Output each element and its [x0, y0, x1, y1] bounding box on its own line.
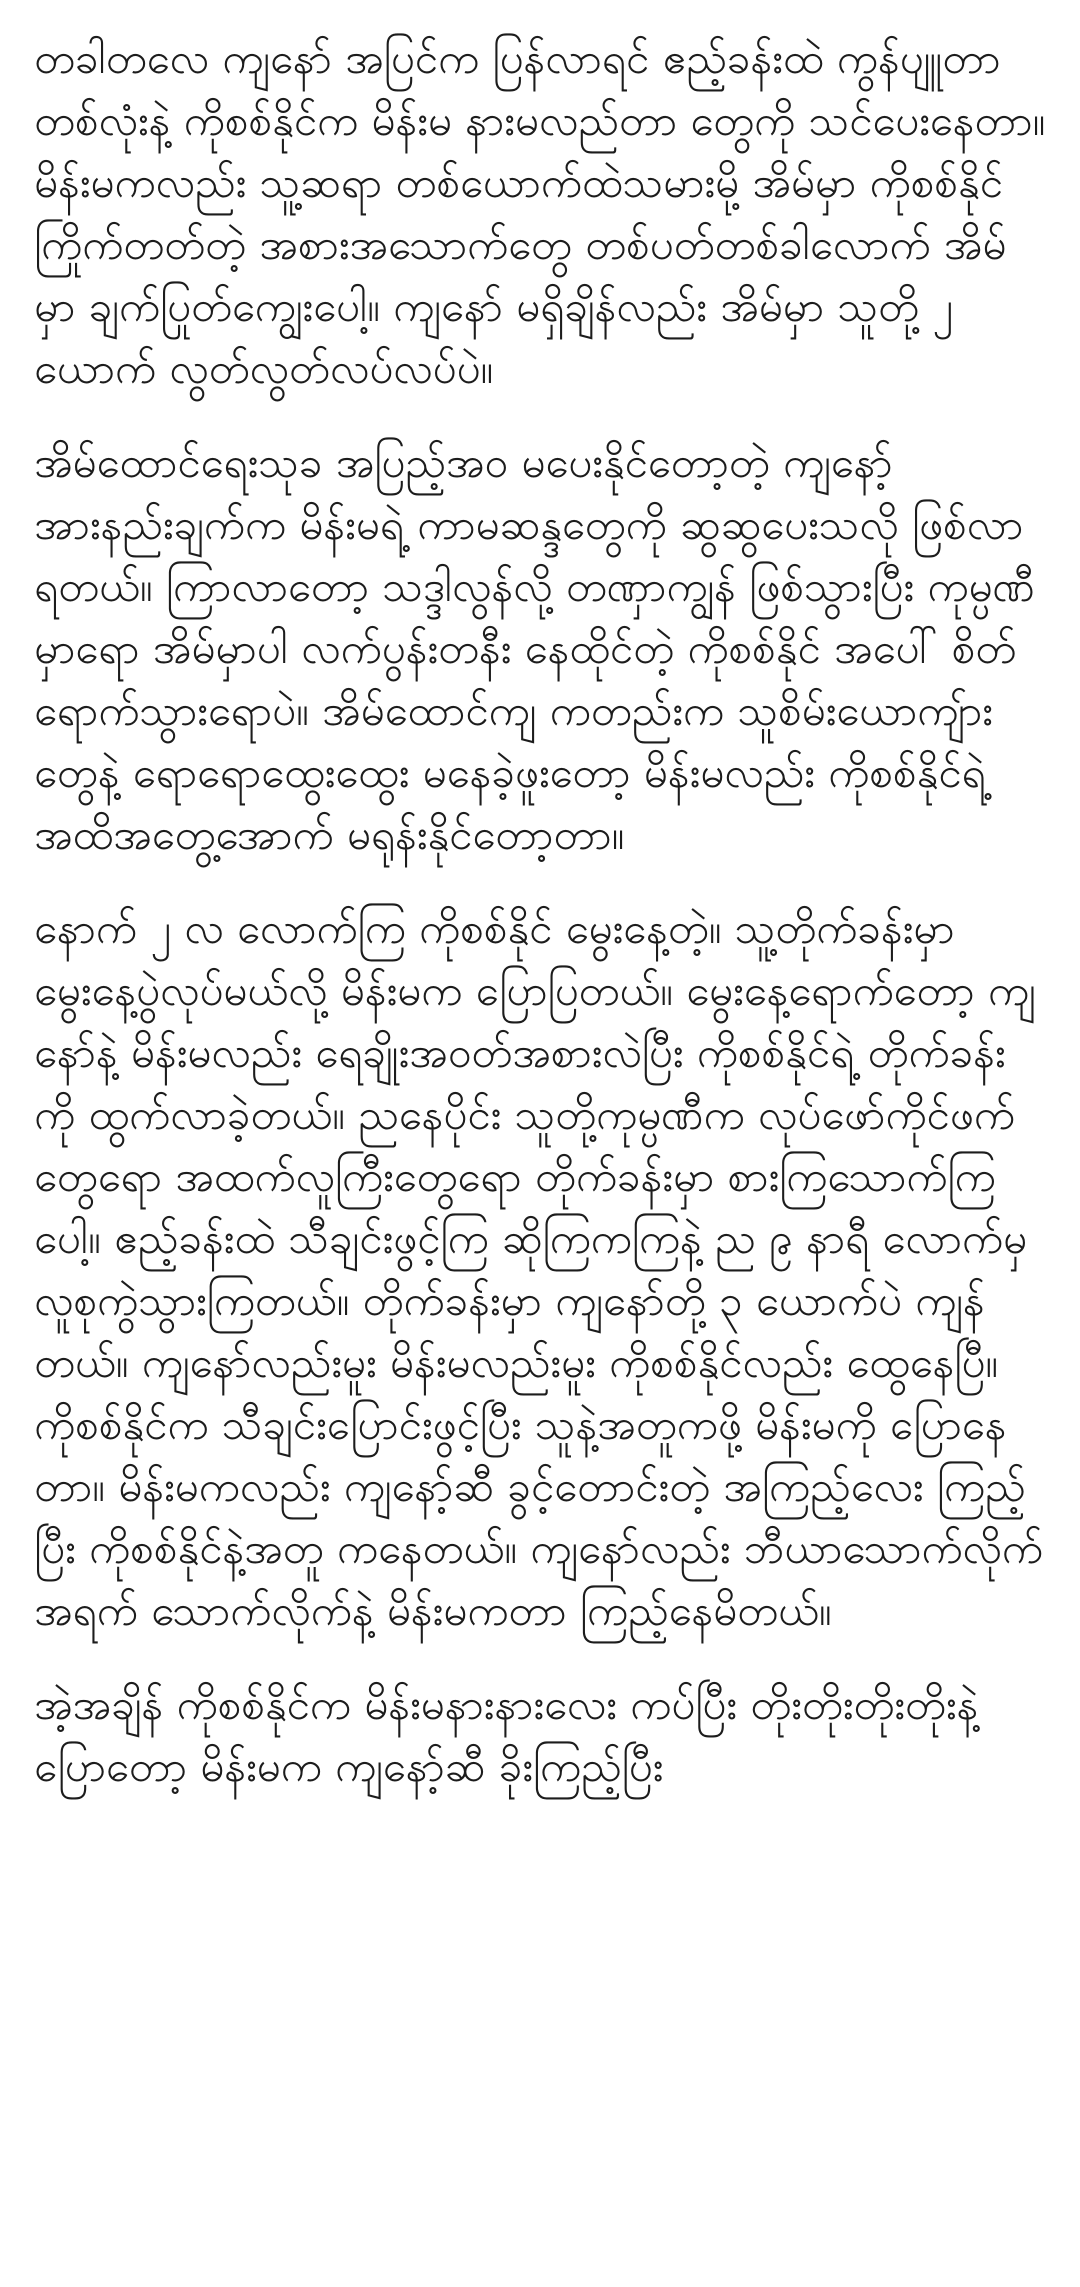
paragraph-4: အဲ့အချိန် ကိုစစ်နိုင်က မိန်းမနားနားလေး ကပ်ပြီး တိုးတိုးတိုးတိုးနဲ့ ပြောတော့ မိန်းမက ကျနော့်ဆီ ခိုးကြည့်ပြီး: [34, 1680, 979, 1791]
paragraph-2: အိမ်ထောင်ရေးသုခ အပြည့်အဝ မပေးနိုင်တော့တဲ့ ကျနော့် အားနည်းချက်က မိန်းမရဲ့ ကာမဆန္ဒတွေကို ဆွဆွပေးသလို ဖြစ်လာရတယ်။ ကြာလာတော့ သဒ္ဒါလွန်လို့ တဏှာကျွန် ဖြစ်သွားပြီး ကုမ္ပဏီမှာရော အိမ်မှာပါ လက်ပွန်းတနီး နေထိုင်တဲ့ ကိုစစ်နိုင် အပေါ် စိတ်ရောက်သွားရောပဲ။ အိမ်ထောင်ကျ ကတည်းက သူစိမ်းယောကျ်ားတွေနဲ့ ရောရောထွေးထွေး မနေခဲ့ဖူးတော့ မိန်းမလည်း ကိုစစ်နိုင်ရဲ့ အထိအတွေ့အောက် မရုန်းနိုင်တော့တာ။: [34, 438, 1035, 859]
paragraph-1: တခါတလေ ကျနော် အပြင်က ပြန်လာရင် ဧည့်ခန်းထဲ ကွန်ပျူတာတစ်လုံးနဲ့ ကိုစစ်နိုင်က မိန်းမ နားမလည်တာ တွေကို သင်ပေးနေတာ။ မိန်းမကလည်း သူ့ဆရာ တစ်ယောက်ထဲသမားမို့ အိမ်မှာ ကိုစစ်နိုင် ကြိုက်တတ်တဲ့ အစားအသောက်တွေ တစ်ပတ်တစ်ခါလောက် အိမ်မှာ ချက်ပြုတ်ကျွေးပေါ့။ ကျနော် မရှိချိန်လည်း အိမ်မှာ သူတို့ ၂ ယောက် လွတ်လွတ်လပ်လပ်ပဲ။: [34, 34, 1046, 393]
paragraph-3: နောက် ၂ လ လောက်ကြ ကိုစစ်နိုင် မွေးနေ့တဲ့။ သူ့တိုက်ခန်းမှာ မွေးနေ့ပွဲလုပ်မယ်လို့ မိန်းမက ပြောပြတယ်။ မွေးနေ့ရောက်တော့ ကျနော်နဲ့ မိန်းမလည်း ရေချိုးအဝတ်အစားလဲပြီး ကိုစစ်နိုင်ရဲ့ တိုက်ခန်းကို ထွက်လာခဲ့တယ်။ ညနေပိုင်း သူတို့ကုမ္ပဏီက လုပ်ဖော်ကိုင်ဖက်တွေရော အထက်လူကြီးတွေရော တိုက်ခန်းမှာ စားကြသောက်ကြပေါ့။ ဧည့်ခန်းထဲ သီချင်းဖွင့်ကြ ဆိုကြကကြနဲ့ ည ၉ နာရီ လောက်မှ လူစုကွဲသွားကြတယ်။ တိုက်ခန်းမှာ ကျနော်တို့ ၃ ယောက်ပဲ ကျန်တယ်။ ကျနော်လည်းမူး မိန်းမလည်းမူး ကိုစစ်နိုင်လည်း ထွေနေပြီ။ ကိုစစ်နိုင်က သီချင်းပြောင်းဖွင့်ပြီး သူနဲ့အတူကဖို့ မိန်းမကို ပြောနေတာ။ မိန်းမကလည်း ကျနော့်ဆီ ခွင့်တောင်းတဲ့ အကြည့်လေး ကြည့်ပြီး ကိုစစ်နိုင်နဲ့အတူ ကနေတယ်။ ကျနော်လည်း ဘီယာသောက်လိုက် အရက် သောက်လိုက်နဲ့ မိန်းမကတာ ကြည့်နေမိတယ်။: [34, 904, 1043, 1635]
